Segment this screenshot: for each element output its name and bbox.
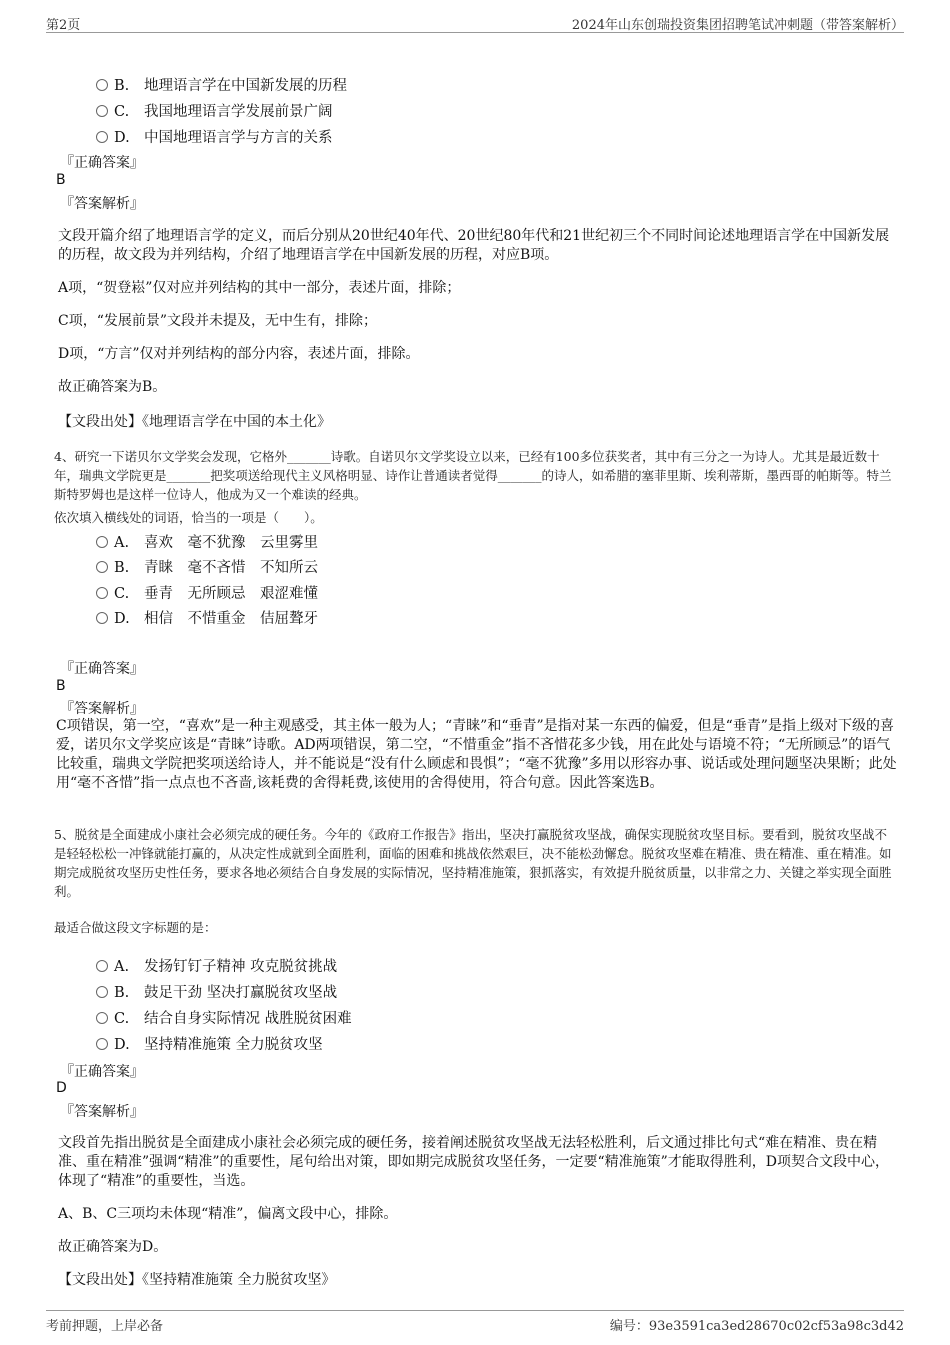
radio-icon[interactable] — [96, 587, 108, 599]
radio-icon[interactable] — [96, 1012, 108, 1024]
q4-analysis-label: 『答案解析』 — [60, 701, 144, 717]
q5-option-a[interactable]: A. 发扬钉钉子精神 攻克脱贫挑战 — [96, 955, 337, 976]
q3-option-d[interactable]: D. 中国地理语言学与方言的关系 — [96, 126, 333, 147]
q3-conclusion: 故正确答案为B。 — [58, 379, 167, 395]
q5-analysis-label: 『答案解析』 — [60, 1104, 144, 1120]
radio-icon[interactable] — [96, 79, 108, 91]
q3-answer: B — [56, 172, 66, 188]
q5-source: 【文段出处】《坚持精准施策 全力脱贫攻坚》 — [58, 1272, 336, 1288]
q4-option-c[interactable]: C. 垂青 无所顾忌 艰涩难懂 — [96, 582, 318, 603]
q4-answer-label: 『正确答案』 — [60, 661, 144, 677]
radio-icon[interactable] — [96, 561, 108, 573]
radio-icon[interactable] — [96, 105, 108, 117]
q4-stem: 4、研究一下诺贝尔文学奖会发现，它格外_______诗歌。自诺贝尔文学奖设立以来，已经有100多位获奖者，其中有三分之一为诗人。尤其是最近数十年，瑞典文学院更是_______把奖项送给现代主义风格明显、诗作让普通读者觉得_______的诗人，如希腊的塞菲里斯、埃利蒂斯，墨西哥的帕斯等。特兰斯特罗姆也是这样一位诗人，他成为又一个难读的经典。 — [54, 449, 892, 502]
q5-answer: D — [56, 1080, 67, 1096]
q3-analysis-d: D项，“方言”仅对并列结构的部分内容，表述片面，排除。 — [58, 346, 420, 362]
page-number: 第2页 — [46, 18, 81, 33]
radio-icon[interactable] — [96, 986, 108, 998]
radio-icon[interactable] — [96, 1038, 108, 1050]
q4-prompt: 依次填入横线处的词语，恰当的一项是（ ）。 — [54, 510, 323, 525]
q5-option-b[interactable]: B. 鼓足干劲 坚决打赢脱贫攻坚战 — [96, 981, 337, 1002]
q5-option-d[interactable]: D. 坚持精准施策 全力脱贫攻坚 — [96, 1033, 323, 1054]
q3-analysis-a: A项，“贺登崧”仅对应并列结构的其中一部分，表述片面，排除； — [58, 280, 461, 296]
radio-icon[interactable] — [96, 960, 108, 972]
q3-source: 【文段出处】《地理语言学在中国的本土化》 — [58, 414, 331, 430]
radio-icon[interactable] — [96, 612, 108, 624]
q5-answer-label: 『正确答案』 — [60, 1064, 144, 1080]
q3-option-b[interactable]: B. 地理语言学在中国新发展的历程 — [96, 74, 347, 95]
q5-conclusion: 故正确答案为D。 — [58, 1239, 168, 1255]
q4-answer: B — [56, 678, 66, 694]
q5-prompt: 最适合做这段文字标题的是： — [54, 920, 217, 935]
q3-option-c[interactable]: C. 我国地理语言学发展前景广阔 — [96, 100, 333, 121]
document-title: 2024年山东创瑞投资集团招聘笔试冲刺题（带答案解析） — [571, 18, 904, 33]
radio-icon[interactable] — [96, 131, 108, 143]
page-footer — [46, 1310, 904, 1333]
page-header — [46, 12, 904, 33]
q5-stem: 5、脱贫是全面建成小康社会必须完成的硬任务。今年的《政府工作报告》指出，坚决打赢脱贫攻坚战，确保实现脱贫攻坚目标。要看到，脱贫攻坚战不是轻轻松松一冲锋就能打赢的，从决定性成就到全面胜利，面临的困难和挑战依然艰巨，决不能松劲懈怠。脱贫攻坚难在精准、贵在精准、重在精准。如期完成脱贫攻坚历史性任务，要求各地必须结合自身发展的实际情况，坚持精准施策，狠抓落实，有效提升脱贫质量，以非常之力、关键之举实现全面胜利。 — [54, 827, 892, 899]
q4-option-a[interactable]: A. 喜欢 毫不犹豫 云里雾里 — [96, 531, 318, 552]
q4-analysis: C项错误，第一空，“喜欢”是一种主观感受，其主体一般为人；“青睐”和“垂青”是指对某一东西的偏爱，但是“垂青”是指上级对下级的喜爱，诺贝尔文学奖应该是“青睐”诗歌。AD两项错误，第二空，“不惜重金”指不吝惜花多少钱，用在此处与语境不符；“无所顾忌”的语气比较重，瑞典文学院把奖项送给诗人，并不能说是“没有什么顾虑和畏惧”；“毫不犹豫”多用以形容办事、说话或处理问题坚决果断；此处用“毫不吝惜”指一点点也不吝啬,该耗费的舍得耗费,该使用的舍得使用，符合句意。因此答案选B。 — [56, 718, 897, 791]
q3-answer-label: 『正确答案』 — [60, 155, 144, 171]
q3-analysis-c: C项，“发展前景”文段并未提及，无中生有，排除； — [58, 313, 378, 329]
q5-analysis-main: 文段首先指出脱贫是全面建成小康社会必须完成的硬任务，接着阐述脱贫攻坚战无法轻松胜利，后文通过排比句式“难在精准、贵在精准、重在精准”强调“精准”的重要性，尾句给出对策，即如期完成脱贫攻坚任务，一定要“精准施策”才能取得胜利，D项契合文段中心，体现了“精准”的重要性，当选。 — [58, 1135, 890, 1189]
q4-option-b[interactable]: B. 青睐 毫不吝惜 不知所云 — [96, 556, 318, 577]
q5-analysis-abc: A、B、C三项均未体现“精准”，偏离文段中心，排除。 — [58, 1206, 398, 1222]
footer-slogan: 考前押题，上岸必备 — [46, 1319, 164, 1334]
radio-icon[interactable] — [96, 536, 108, 548]
document-code: 编号：93e3591ca3ed28670c02cf53a98c3d42 — [609, 1319, 904, 1334]
q5-option-c[interactable]: C. 结合自身实际情况 战胜脱贫困难 — [96, 1007, 352, 1028]
q3-analysis-main: 文段开篇介绍了地理语言学的定义，而后分别从20世纪40年代、20世纪80年代和21世纪初三个不同时间论述地理语言学在中国新发展的历程，故文段为并列结构，介绍了地理语言学在中国新发展的历程，对应B项。 — [58, 228, 890, 263]
q4-option-d[interactable]: D. 相信 不惜重金 佶屈聱牙 — [96, 607, 318, 628]
q3-analysis-label: 『答案解析』 — [60, 196, 144, 212]
